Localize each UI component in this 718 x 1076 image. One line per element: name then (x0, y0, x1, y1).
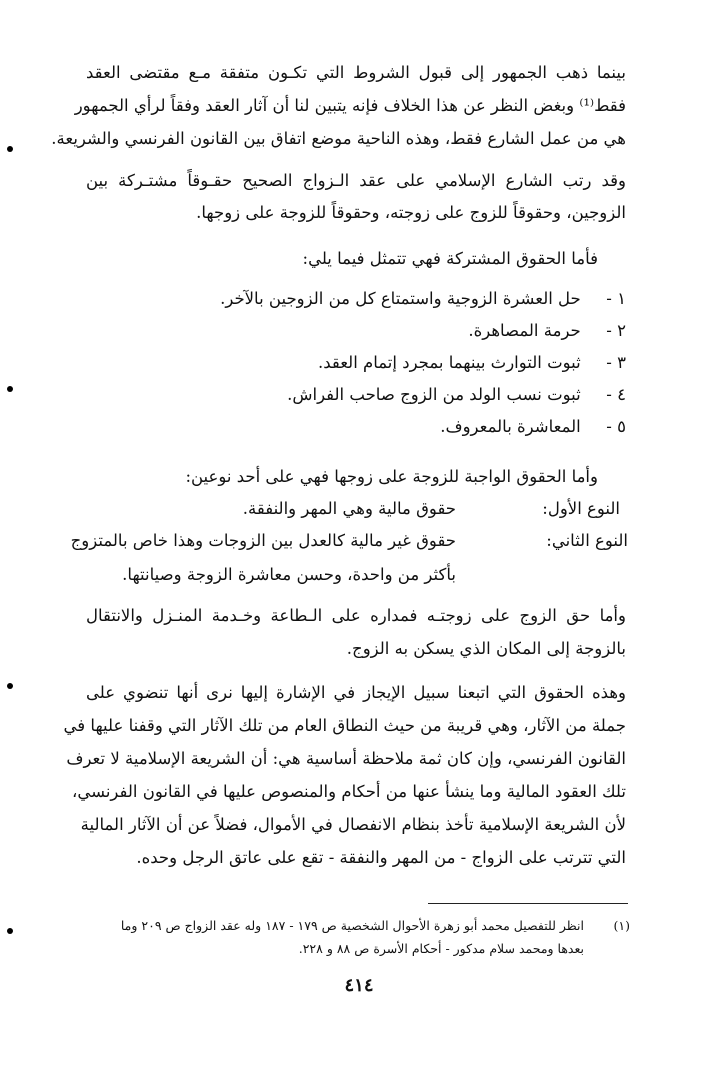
para2-line2: الزوجين، وحقوقاً للزوج على زوجته، وحقوقاً للزوجة على زوجها. (196, 203, 626, 222)
type-first-label: النوع الأول: (542, 499, 620, 518)
para4-line1: وأما الحقوق الواجبة للزوجة على زوجها فهي على أحد نوعين: (185, 467, 598, 486)
para1-line3: هي من عمل الشارع فقط، وهذه الناحية موضع اتفاق بين القانون الفرنسي والشريعة. (51, 129, 626, 148)
list-item-number: ٣ - (606, 353, 626, 372)
type-second-label: النوع الثاني: (546, 531, 628, 550)
para1-line2: فقط⁽¹⁾ وبغض النظر عن هذا الخلاف فإنه يتبين لنا أن آثار العقد وفقاً لرأي الجمهور (74, 96, 626, 115)
list-item-number: ١ - (606, 289, 626, 308)
para1-line1: بينما ذهب الجمهور إلى قبول الشروط التي تكـون متفقة مـع مقتضى العقد (86, 63, 626, 82)
type-first-text: حقوق مالية وهي المهر والنفقة. (242, 499, 456, 518)
scan-mark (7, 928, 13, 934)
list-item-text: حرمة المصاهرة. (468, 321, 581, 340)
list-item (86, 412, 626, 442)
list-item-number: ٢ - (606, 321, 626, 340)
para6-line2: جملة من الآثار، وهي قريبة من حيث النطاق العام من تلك الآثار التي وقفنا عليها في (63, 716, 626, 735)
para6-line6: التي تترتب على الزواج - من المهر والنفقة - تقع على عاتق الرجل وحده. (136, 848, 626, 867)
list-item-number: ٤ - (606, 385, 626, 404)
type-second-text-line1: حقوق غير مالية كالعدل بين الزوجات وهذا خاص بالمتزوج (70, 531, 456, 550)
page-number: ٤١٤ (344, 975, 374, 996)
list-item-text: المعاشرة بالمعروف. (440, 417, 581, 436)
list-item (86, 348, 626, 378)
para2-line1: وقد رتب الشارع الإسلامي على عقد الـزواج الصحيح حقـوقاً مشتـركة بين (86, 171, 626, 190)
para3-line1: فأما الحقوق المشتركة فهي تتمثل فيما يلي: (302, 249, 598, 268)
scan-mark (7, 386, 13, 392)
list-item-number: ٥ - (606, 417, 626, 436)
footnote-line1: انظر للتفصيل محمد أبو زهرة الأحوال الشخصية ص ١٧٩ - ١٨٧ وله عقد الزواج ص ٢٠٩ وما (120, 918, 584, 933)
para6-line1: وهذه الحقوق التي اتبعنا سبيل الإيجاز في الإشارة إليها نرى أنها تنضوي على (86, 683, 626, 702)
footnote-line2: بعدها ومحمد سلام مدكور - أحكام الأسرة ص ٨٨ و ٢٢٨. (298, 941, 584, 956)
list-item (86, 380, 626, 410)
footnote-divider (428, 903, 628, 904)
para5-line2: بالزوجة إلى المكان الذي يسكن به الزوج. (346, 639, 626, 658)
list-item (86, 284, 626, 314)
para6-line5: لأن الشريعة الإسلامية تأخذ بنظام الانفصال في الأموال، فضلاً عن أن الآثار المالية (80, 815, 626, 834)
para6-line4: تلك العقود المالية وما ينشأ عنها من أحكام والمنصوص عليها في القانون الفرنسي، (72, 782, 626, 801)
scan-mark (7, 146, 13, 152)
para6-line3: القانون الفرنسي، وإن كان ثمة ملاحظة أساسية هي: أن الشريعة الإسلامية لا تعرف (66, 749, 626, 768)
para5-line1: وأما حق الزوج على زوجتـه فمداره على الـطاعة وخـدمة المنـزل والانتقال (86, 606, 626, 625)
list-item (86, 316, 626, 346)
footnote-marker: (١) (613, 918, 630, 933)
scan-mark (7, 683, 13, 689)
list-item-text: ثبوت التوارث بينهما بمجرد إتمام العقد. (317, 353, 581, 372)
list-item-text: ثبوت نسب الولد من الزوج صاحب الفراش. (287, 385, 581, 404)
list-item-text: حل العشرة الزوجية واستمتاع كل من الزوجين بالآخر. (220, 289, 581, 308)
type-second-text-line2: بأكثر من واحدة، وحسن معاشرة الزوجة وصيانتها. (122, 565, 456, 584)
